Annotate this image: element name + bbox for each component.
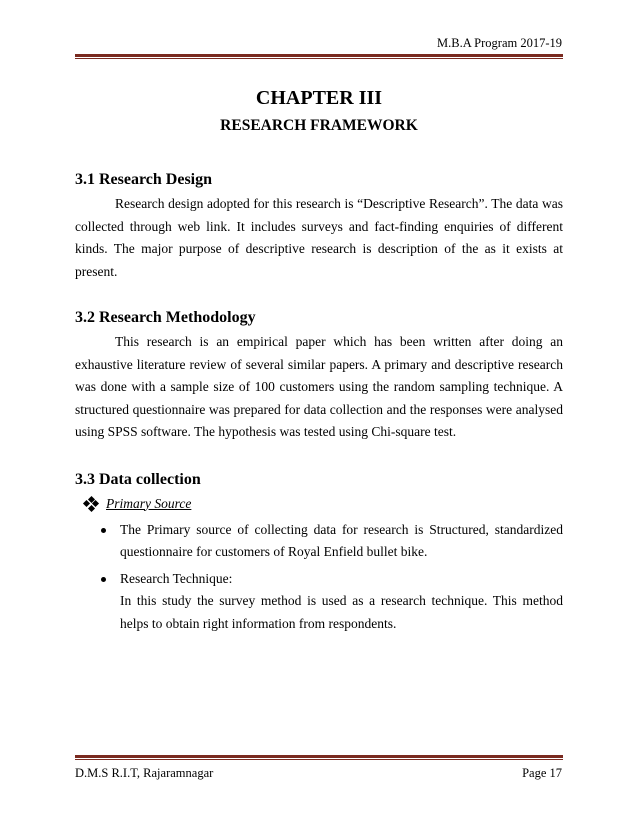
page-content — [75, 86, 563, 635]
section-heading-design: 3.1 Research Design — [75, 171, 213, 188]
bullet-title: Research Technique: — [120, 570, 233, 586]
chapter-title: RESEARCH FRAMEWORK — [220, 117, 418, 134]
section-text-methodology: This research is an empirical paper which has been written after doing an exhaustive literature review of several similar papers. A primary and descriptive research was done with a sample size of 100 customers using the random sampling technique. A structured questionnaire was prepared for data collection and the responses were analysed using SPSS software. The hypothesis was tested using Chi-square test. — [75, 334, 563, 439]
header-rule — [75, 54, 563, 59]
section-heading-collection: 3.3 Data collection — [75, 470, 201, 488]
list-item — [75, 519, 563, 564]
subheading-primary-source — [84, 493, 563, 515]
diamond-bullet-icon — [84, 497, 98, 511]
bullet-list — [75, 519, 563, 636]
chapter-number: CHAPTER III — [255, 87, 383, 109]
section-text-design: Research design adopted for this research is “Descriptive Research”. The data was collected through web link. It includes surveys and fact-finding enquiries of different kinds. The major purpose of descriptive research is description of the as it exists at present. — [75, 196, 563, 279]
bullet-dot-icon — [101, 528, 106, 533]
subheading-label: Primary Source — [106, 495, 192, 511]
bullet-text: In this study the survey method is used as a research technique. This method helps to obtain right information from respondents. — [120, 593, 563, 631]
section-heading-methodology: 3.2 Research Methodology — [75, 309, 256, 326]
header-program: M.B.A Program 2017-19 — [437, 36, 562, 50]
footer-institute: D.M.S R.I.T, Rajaramnagar — [75, 766, 214, 780]
footer-rule — [75, 755, 563, 760]
list-item — [75, 568, 563, 636]
bullet-text: The Primary source of collecting data for research is Structured, standardized questionnaire for customers of Royal Enfield bullet bike. — [120, 521, 563, 559]
footer-page-number: Page 17 — [522, 766, 562, 780]
bullet-dot-icon — [101, 577, 106, 582]
